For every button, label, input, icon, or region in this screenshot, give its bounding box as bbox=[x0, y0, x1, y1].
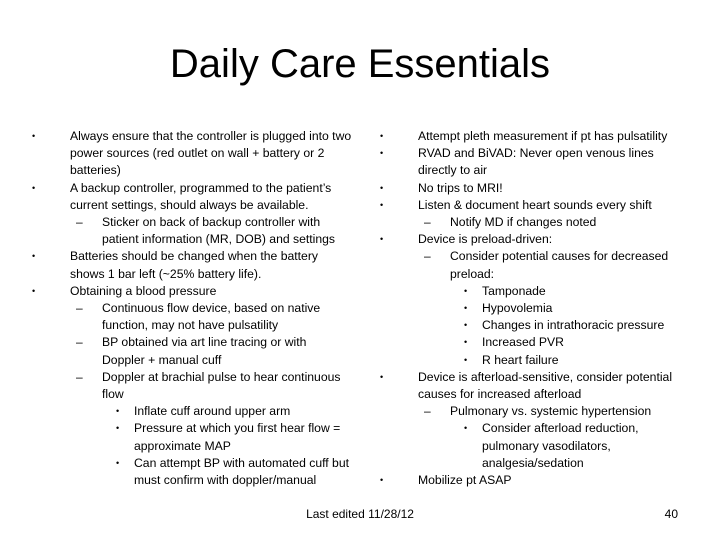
bullet-marker: • bbox=[380, 131, 384, 141]
sub-bullet bbox=[32, 300, 352, 334]
bullet-text: Inflate cuff around upper arm bbox=[134, 404, 291, 419]
bullet-text: Always ensure that the controller is plugged into two power sources (red outlet on wall + battery or 2 batteries) bbox=[70, 129, 352, 178]
bullet-marker: • bbox=[380, 371, 384, 382]
bullet bbox=[32, 283, 352, 300]
sub-sub-bullet bbox=[380, 283, 692, 300]
sub-bullet bbox=[380, 403, 692, 420]
sub-sub-bullet bbox=[32, 455, 352, 489]
bullet-marker: • bbox=[116, 457, 120, 468]
sub-bullet bbox=[380, 248, 692, 282]
sub-sub-bullet bbox=[380, 352, 692, 369]
bullet-text: Mobilize pt ASAP bbox=[418, 473, 512, 488]
bullet-text: A backup controller, programmed to the patient’s current settings, should always be available. bbox=[70, 180, 332, 212]
slide-title: Daily Care Essentials bbox=[169, 42, 551, 86]
dash-marker: – bbox=[76, 369, 83, 384]
dash-marker: – bbox=[76, 301, 83, 316]
page-number: 40 bbox=[664, 507, 678, 521]
bullet-text: Attempt pleth measurement if pt has pulsatility bbox=[418, 129, 668, 143]
left-column bbox=[32, 128, 352, 489]
bullet-text: Device is preload-driven: bbox=[418, 232, 553, 247]
sub-bullet bbox=[32, 369, 352, 403]
bullet-text: Consider potential causes for decreased preload: bbox=[450, 249, 669, 281]
bullet-text: Sticker on back of backup controller with patient information (MR, DOB) and settings bbox=[102, 215, 336, 247]
bullet-text: Listen & document heart sounds every shift bbox=[418, 197, 652, 212]
bullet-text: Pressure at which you first hear flow = approximate MAP bbox=[134, 421, 341, 453]
bullet-marker: • bbox=[32, 251, 36, 262]
bullet-text: Doppler at brachial pulse to hear continuous flow bbox=[102, 369, 341, 402]
sub-sub-bullet bbox=[380, 317, 692, 334]
sub-bullet bbox=[32, 334, 352, 368]
bullet-marker: • bbox=[116, 423, 120, 434]
bullet-text: Batteries should be changed when the battery shows 1 bar left (~25% battery life). bbox=[70, 249, 318, 281]
bullet bbox=[32, 128, 352, 180]
bullet-marker: • bbox=[380, 182, 384, 193]
bullet-text: R heart failure bbox=[482, 352, 559, 367]
bullet-marker: • bbox=[464, 423, 468, 434]
bullet bbox=[380, 197, 692, 214]
bullet bbox=[32, 248, 352, 282]
bullet-marker: • bbox=[32, 131, 36, 141]
sub-sub-bullet bbox=[32, 420, 352, 454]
bullet-marker: • bbox=[464, 320, 468, 331]
bullet-text: Consider afterload reduction, pulmonary vasodilators, analgesia/sedation bbox=[482, 421, 639, 470]
bullet-text: Continuous flow device, based on native function, may not have pulsatility bbox=[102, 301, 321, 333]
bullet bbox=[380, 145, 692, 179]
bullet-marker: • bbox=[464, 354, 468, 365]
bullet bbox=[32, 180, 352, 214]
bullet-text: No trips to MRI! bbox=[418, 180, 503, 195]
bullet-text: RVAD and BiVAD: Never open venous lines directly to air bbox=[418, 146, 654, 178]
bullet bbox=[380, 128, 692, 145]
bullet-text: Increased PVR bbox=[482, 335, 564, 350]
right-column bbox=[380, 128, 692, 489]
sub-bullet bbox=[380, 214, 692, 231]
bullet-text: Tamponade bbox=[482, 283, 546, 298]
bullet-marker: • bbox=[380, 234, 384, 245]
bullet-text: BP obtained via art line tracing or with Doppler + manual cuff bbox=[102, 335, 307, 367]
dash-marker: – bbox=[76, 335, 83, 350]
bullet-marker: • bbox=[32, 182, 36, 193]
bullet-marker: • bbox=[116, 406, 120, 417]
bullet-text: Obtaining a blood pressure bbox=[70, 283, 217, 298]
bullet-text: Can attempt BP with automated cuff but must confirm with doppler/manual bbox=[134, 455, 349, 488]
bullet bbox=[380, 472, 692, 489]
sub-sub-bullet bbox=[380, 334, 692, 351]
bullet-marker: • bbox=[464, 337, 468, 348]
bullet-marker: • bbox=[464, 303, 468, 314]
sub-bullet bbox=[32, 214, 352, 248]
dash-marker: – bbox=[424, 215, 431, 230]
bullet bbox=[380, 369, 692, 403]
bullet-text: Changes in intrathoracic pressure bbox=[482, 318, 665, 333]
bullet-marker: • bbox=[380, 475, 384, 486]
bullet-text: Device is afterload-sensitive, consider potential causes for increased afterload bbox=[418, 369, 673, 402]
bullet-text: Notify MD if changes noted bbox=[450, 215, 597, 230]
dash-marker: – bbox=[76, 215, 83, 230]
bullet-marker: • bbox=[380, 148, 384, 159]
bullet-marker: • bbox=[464, 285, 468, 296]
dash-marker: – bbox=[424, 404, 431, 419]
bullet-text: Pulmonary vs. systemic hypertension bbox=[450, 404, 652, 419]
sub-sub-bullet bbox=[380, 420, 692, 472]
bullet-marker: • bbox=[380, 199, 384, 210]
bullet-marker: • bbox=[32, 285, 36, 296]
bullet bbox=[380, 180, 692, 197]
bullet-text: Hypovolemia bbox=[482, 301, 553, 316]
bullet bbox=[380, 231, 692, 248]
footer-date: Last edited 11/28/12 bbox=[306, 507, 414, 521]
sub-sub-bullet bbox=[32, 403, 352, 420]
dash-marker: – bbox=[424, 249, 431, 264]
sub-sub-bullet bbox=[380, 300, 692, 317]
